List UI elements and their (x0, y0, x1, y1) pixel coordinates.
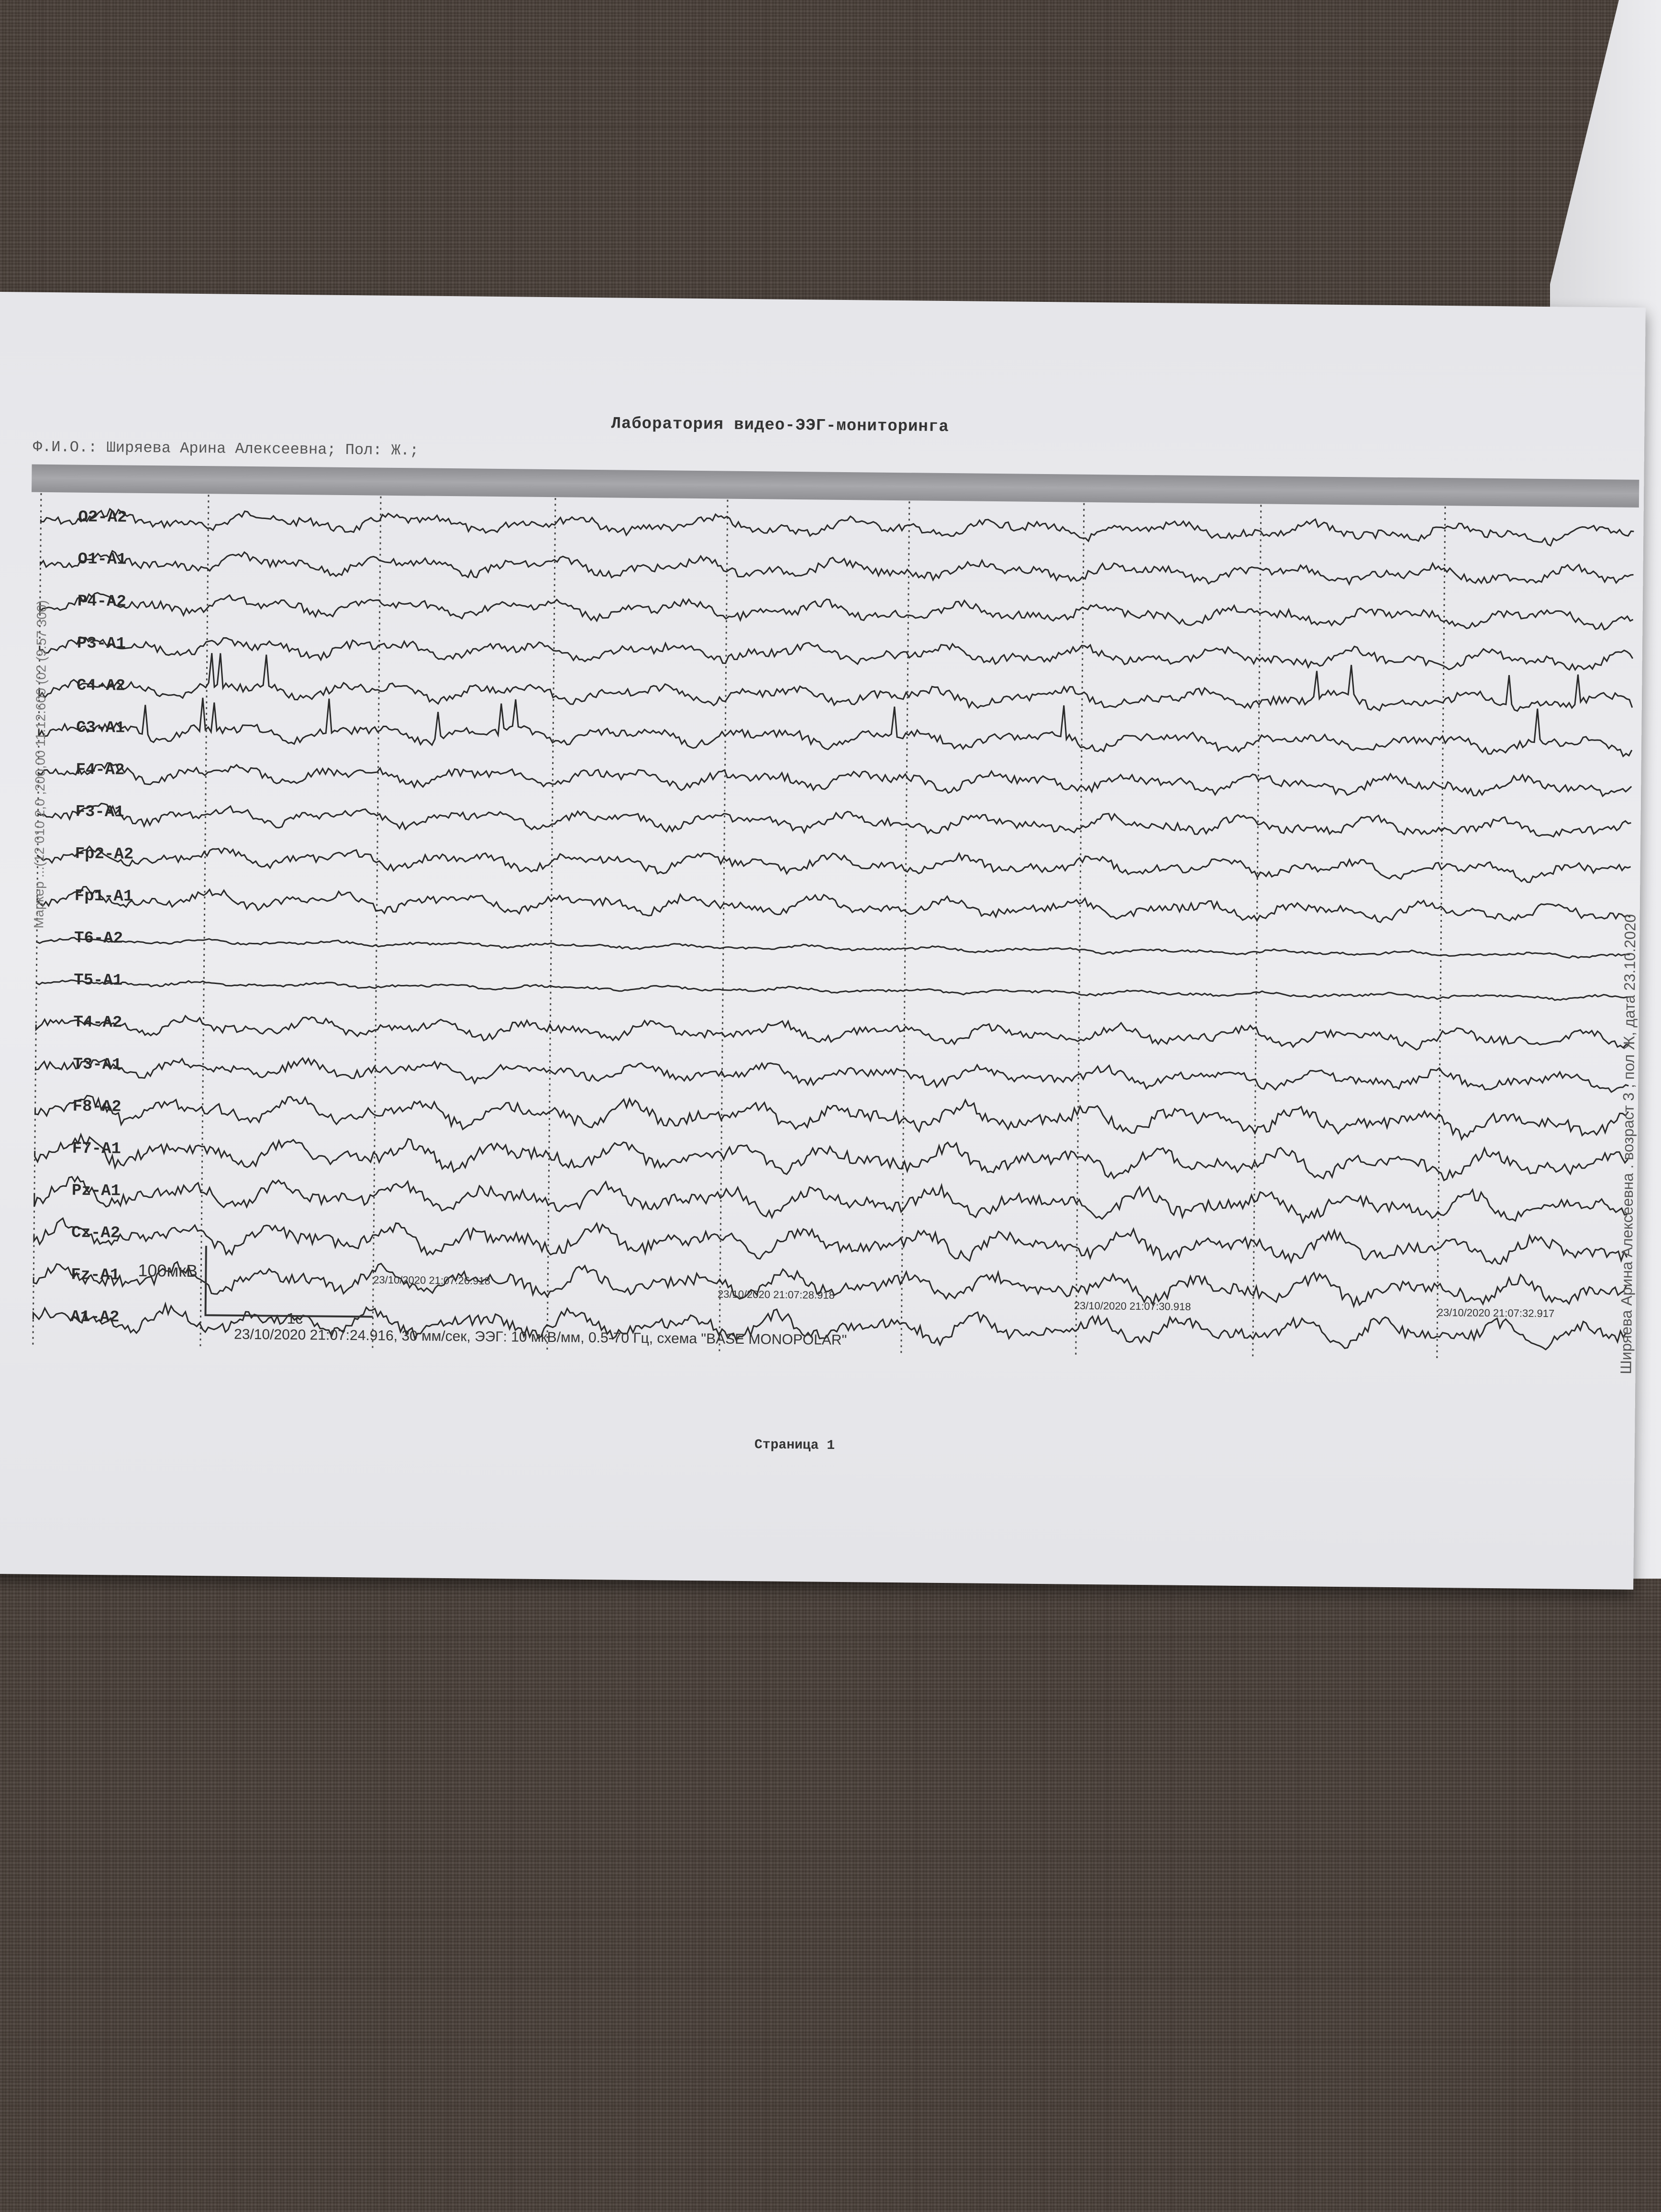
channel-label: P4-A2 (77, 592, 127, 611)
channel-label: Cz-A2 (71, 1224, 121, 1243)
timestamp-2: 23/10/2020 21:07:28.918 (717, 1288, 835, 1301)
channel-label: O2-A2 (78, 508, 127, 527)
channel-label: T3-A1 (73, 1055, 122, 1074)
eeg-trace-area (0, 292, 1646, 1408)
timestamp-1: 23/10/2020 21:07:26.918 (373, 1273, 491, 1287)
eeg-trace (36, 979, 1629, 1001)
channel-label: T4-A2 (73, 1013, 122, 1032)
channel-label: Fp1-A1 (74, 887, 133, 906)
time-marker-line (373, 497, 381, 1348)
time-marker-line (200, 495, 209, 1346)
eeg-trace (40, 592, 1633, 631)
channel-label: A1-A2 (70, 1308, 120, 1327)
channel-label: F4-A2 (76, 761, 125, 780)
patient-line: Ф.И.О.: Ширяева Арина Алексеевна; Пол: Ж.; (33, 438, 419, 460)
eeg-trace (35, 1054, 1628, 1094)
eeg-trace (33, 1260, 1627, 1309)
eeg-printout-page (0, 292, 1646, 1590)
vertical-marker-text: Маркер ...(12 010 2,0 ,200,00 11.12.600 (02 (9.57 300) (31, 600, 49, 929)
channel-label: C4-A2 (76, 676, 126, 696)
channel-label: F3-A1 (75, 803, 124, 822)
channel-label: Fp2-A2 (75, 845, 134, 864)
channel-label: C3-A1 (76, 719, 125, 738)
timestamp-4: 23/10/2020 21:07:32.917 (1437, 1306, 1555, 1320)
vertical-patient-text: Ширяева Арина Алексеевна . возраст 3 , пол Ж, дата 23.10.2020 (1617, 914, 1639, 1374)
eeg-trace (38, 761, 1631, 799)
eeg-trace (41, 507, 1634, 546)
channel-label: T5-A1 (74, 971, 123, 990)
channel-label: Pz-A1 (71, 1182, 121, 1201)
eeg-trace (40, 634, 1633, 673)
eeg-trace (34, 1176, 1628, 1226)
channel-label: F7-A1 (72, 1139, 122, 1159)
eeg-trace (40, 550, 1633, 588)
time-marker-line (547, 498, 555, 1349)
eeg-trace (36, 1012, 1629, 1051)
eeg-trace (34, 1134, 1628, 1183)
channel-label: O1-A1 (78, 550, 127, 569)
time-scale-label: 1с (287, 1309, 303, 1327)
time-marker-line (901, 501, 909, 1353)
eeg-trace (37, 886, 1630, 926)
lab-title: Лаборатория видео-ЭЭГ-мониторинга (611, 415, 949, 437)
channel-label: Fz-A1 (71, 1266, 120, 1285)
eeg-trace (37, 937, 1630, 959)
time-marker-line (720, 500, 728, 1351)
amplitude-scale-label: 100мкВ (138, 1260, 198, 1281)
eeg-trace (34, 1218, 1628, 1268)
channel-label: F8-A2 (72, 1097, 122, 1117)
channel-label: P3-A1 (77, 634, 126, 653)
eeg-trace (39, 652, 1633, 715)
time-marker-line (1253, 505, 1261, 1356)
page-number: Страница 1 (754, 1438, 835, 1453)
recording-parameters: 23/10/2020 21:07:24.916, 30 мм/сек, ЭЭГ: 10 мкВ/мм, 0.5-70 Гц, схема "BASE MONOPOLAR" (233, 1326, 847, 1349)
time-marker-line (1076, 503, 1084, 1355)
eeg-trace (38, 803, 1631, 841)
eeg-trace (35, 1091, 1628, 1141)
eeg-trace (37, 845, 1630, 884)
channel-label: T6-A2 (74, 929, 123, 948)
timestamp-3: 23/10/2020 21:07:30.918 (1074, 1299, 1191, 1313)
time-marker-line (1437, 507, 1445, 1358)
